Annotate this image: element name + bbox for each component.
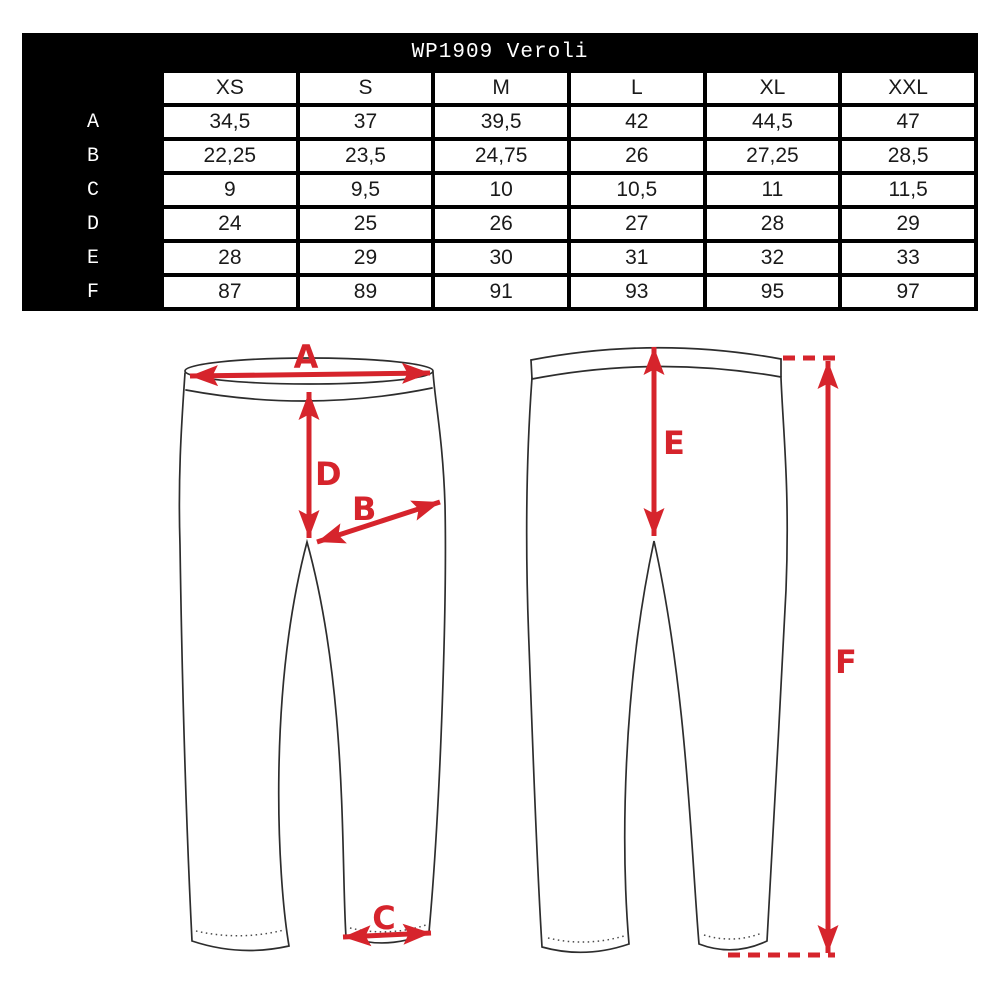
measure-label-d: D	[315, 455, 342, 493]
size-value-cell: 28,5	[840, 139, 976, 173]
table-row-b	[24, 139, 976, 173]
size-value-cell: 29	[840, 207, 976, 241]
size-value-cell: 33	[840, 241, 976, 275]
size-value-cell: 39,5	[433, 105, 569, 139]
size-value-cell: 11	[705, 173, 841, 207]
measure-label-e: E	[663, 424, 685, 462]
size-chart-panel	[22, 33, 978, 309]
size-value-cell: 10	[433, 173, 569, 207]
table-row-a	[24, 105, 976, 139]
size-value-cell: 24,75	[433, 139, 569, 173]
size-value-cell: 31	[569, 241, 705, 275]
row-label-b: B	[24, 139, 162, 173]
size-value-cell: 87	[162, 275, 298, 309]
size-value-cell: 11,5	[840, 173, 976, 207]
table-row-e	[24, 241, 976, 275]
back-waistband-left-edge	[531, 360, 532, 379]
size-col-header-xxl: XXL	[840, 71, 976, 105]
size-value-cell: 47	[840, 105, 976, 139]
size-value-cell: 32	[705, 241, 841, 275]
size-table	[22, 69, 978, 311]
size-value-cell: 26	[433, 207, 569, 241]
size-value-cell: 9,5	[298, 173, 434, 207]
size-value-cell: 25	[298, 207, 434, 241]
measure-label-b: B	[352, 490, 377, 528]
size-value-cell: 23,5	[298, 139, 434, 173]
size-value-cell: 27	[569, 207, 705, 241]
size-value-cell: 28	[162, 241, 298, 275]
measurement-diagram	[0, 320, 1000, 1000]
size-value-cell: 93	[569, 275, 705, 309]
size-value-cell: 27,25	[705, 139, 841, 173]
size-col-header-xs: XS	[162, 71, 298, 105]
front-view-drawing	[179, 338, 445, 950]
row-label-d: D	[24, 207, 162, 241]
size-value-cell: 26	[569, 139, 705, 173]
measure-arrow-b	[317, 502, 440, 542]
size-value-cell: 42	[569, 105, 705, 139]
size-header-row	[24, 71, 976, 105]
size-col-header-m: M	[433, 71, 569, 105]
size-value-cell: 44,5	[705, 105, 841, 139]
measure-label-a: A	[293, 338, 319, 376]
size-value-cell: 22,25	[162, 139, 298, 173]
size-value-cell: 10,5	[569, 173, 705, 207]
size-value-cell: 24	[162, 207, 298, 241]
size-value-cell: 9	[162, 173, 298, 207]
front-pants-outline	[179, 372, 445, 950]
size-value-cell: 89	[298, 275, 434, 309]
table-row-c	[24, 173, 976, 207]
corner-cell	[24, 71, 162, 105]
product-title: WP1909 Veroli	[411, 41, 589, 64]
size-value-cell: 29	[298, 241, 434, 275]
back-pants-outline	[527, 378, 788, 952]
size-value-cell: 28	[705, 207, 841, 241]
size-value-cell: 34,5	[162, 105, 298, 139]
measure-label-c: C	[372, 899, 396, 937]
front-left-hem-stitching	[196, 930, 284, 936]
row-label-e: E	[24, 241, 162, 275]
size-value-cell: 91	[433, 275, 569, 309]
size-value-cell: 97	[840, 275, 976, 309]
back-left-hem-stitching	[548, 936, 624, 942]
size-value-cell: 30	[433, 241, 569, 275]
measure-label-f: F	[835, 643, 857, 681]
table-row-f	[24, 275, 976, 309]
size-value-cell: 95	[705, 275, 841, 309]
row-label-a: A	[24, 105, 162, 139]
table-row-d	[24, 207, 976, 241]
row-label-c: C	[24, 173, 162, 207]
size-col-header-xl: XL	[705, 71, 841, 105]
size-col-header-l: L	[569, 71, 705, 105]
back-view-drawing	[527, 347, 857, 955]
back-right-hem-stitching	[704, 933, 762, 939]
row-label-f: F	[24, 275, 162, 309]
size-col-header-s: S	[298, 71, 434, 105]
size-value-cell: 37	[298, 105, 434, 139]
